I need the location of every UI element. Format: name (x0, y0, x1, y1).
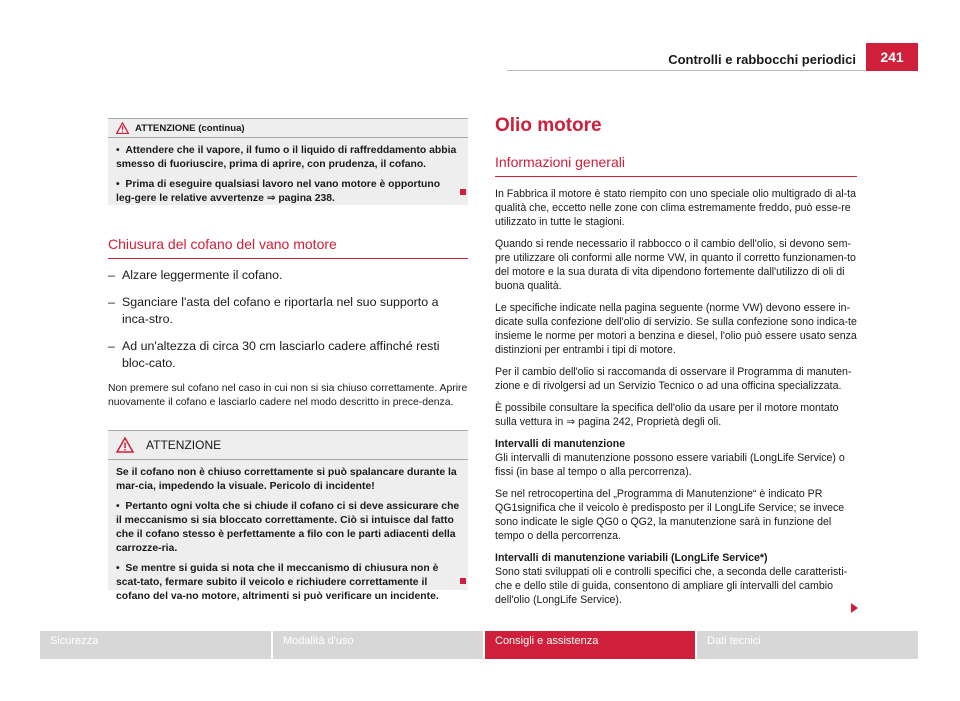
closing-note: Non premere sul cofano nel caso in cui non si sia chiuso correttamente. Aprire nuovamente il cofano e lasciarlo cadere nel modo descritto in prece-denza. (108, 383, 468, 408)
warning-body (108, 460, 468, 616)
warning-title: ATTENZIONE (146, 438, 222, 452)
footer-tab-operation[interactable]: Modalità d'uso (273, 631, 483, 659)
running-header-title: Controlli e rabbocchi periodici (668, 52, 856, 67)
warning-continued-box (108, 118, 468, 205)
header-rule (507, 70, 865, 71)
paragraph: È possibile consultare la specifica dell'olio da usare per il motore montato sulla vettura in ⇒ pagina 242, Proprietà degli oli. (495, 402, 839, 428)
section-rule (495, 176, 857, 177)
warning-continued-item: • Prima di eseguire qualsiasi lavoro nel vano motore è opportuno leg-gere le relative avvertenze ⇒ pagina 238. (116, 179, 441, 204)
paragraph: Gli intervalli di manutenzione possono essere variabili (LongLife Service) o fissi (in base al tempo o alla percorrenza). (495, 452, 845, 478)
step-item: – Alzare leggermente il cofano. (108, 268, 283, 282)
paragraph: Per il cambio dell'olio si raccomanda di osservare il Programma di manuten-zione e di rivolgersi ad un Servizio Tecnico o ad una officina specializzata. (495, 366, 852, 392)
warning-continued-title: ATTENZIONE (continua) (135, 122, 245, 134)
warning-continued-item: • Attendere che il vapore, il fumo o il liquido di raffreddamento abbia smesso di fuoriuscire, prima di aprire, con prudenza, il cofano. (116, 145, 457, 170)
paragraph: Quando si rende necessario il rabbocco o il cambio dell'olio, si devono sem-pre utilizzare oli conformi alle norme VW, in quanto il corretto funzionamen-to del motore e la sua durata di vita dipendono fortemente dall'utilizzo di oli di buona qualità. (495, 238, 856, 292)
section-heading-closing: Chiusura del cofano del vano motore (108, 236, 337, 252)
footer-tab-technical-data[interactable]: Dati tecnici (697, 631, 918, 659)
paragraph: In Fabbrica il motore è stato riempito con uno speciale olio multigrado di al-ta qualità che, eccetto nelle zone con clima estremamente freddo, può esse-re utilizzato in tutte le stagioni. (495, 188, 856, 228)
subheading-variable-intervals: Intervalli di manutenzione variabili (LongLife Service*) (495, 552, 768, 564)
warning-triangle-icon (116, 122, 129, 134)
continue-arrow-icon (851, 603, 858, 613)
section-title-oil: Olio motore (495, 115, 602, 136)
warning-intro: Se il cofano non è chiuso correttamente si può spalancare durante la mar-cia, impedendo la visuale. Pericolo di incidente! (116, 467, 457, 492)
warning-triangle-icon (116, 437, 134, 453)
end-marker (460, 578, 466, 584)
footer-nav (40, 631, 918, 659)
warning-item: • Pertanto ogni volta che si chiude il cofano ci si deve assicurare che il meccanismo si sia bloccato correttamente. Ciò si intuisce dal fatto che il cofano stesso è perfettamente a filo con le parti adiacenti della carrozze-ria. (116, 501, 460, 554)
closing-steps (108, 267, 468, 418)
warning-continued-header (108, 119, 468, 138)
footer-tab-advice[interactable]: Consigli e assistenza (485, 631, 695, 659)
footer-tab-safety[interactable]: Sicurezza (40, 631, 271, 659)
warning-box (108, 430, 468, 602)
section-rule (108, 258, 468, 259)
paragraph: Sono stati sviluppati oli e controlli specifici che, a seconda delle caratteristi-che e dello stile di guida, consentono di ampliare gli intervalli del cambio dell'olio (LongLife Service). (495, 566, 848, 606)
step-item: – Sganciare l'asta del cofano e riportarla nel suo supporto a inca-stro. (108, 295, 439, 326)
step-item: – Ad un'altezza di circa 30 cm lasciarlo cadere affinché resti bloc-cato. (108, 339, 440, 370)
section-subtitle-general-info: Informazioni generali (495, 154, 625, 170)
subheading-intervals: Intervalli di manutenzione (495, 438, 626, 450)
end-marker (460, 189, 466, 195)
warning-header (108, 431, 468, 460)
paragraph: Se nel retrocopertina del „Programma di Manutenzione“ è indicato PR QG1significa che il veicolo è predisposto per il LongLife Service; se invece sono indicate le sigle QG0 o QG2, la manutenzione sarà in funzione del tempo o della percorrenza. (495, 488, 845, 542)
paragraph: Le specifiche indicate nella pagina seguente (norme VW) devono essere in-dicate sulla confezione dell'olio di servizio. Se sulla confezione sono indica-te insieme le norme per motori a benzina e diesel, l'olio può essere usato senza distinzioni per entrambi i tipi di motore. (495, 302, 857, 356)
oil-text (495, 187, 857, 615)
warning-item: • Se mentre si guida si nota che il meccanismo di chiusura non è scat-tato, fermare subito il veicolo e richiudere correttamente il cofano del va-no motore, altrimenti si può verificare un incidente. (116, 563, 439, 602)
warning-continued-body (108, 138, 468, 218)
page-number: 241 (866, 43, 918, 71)
